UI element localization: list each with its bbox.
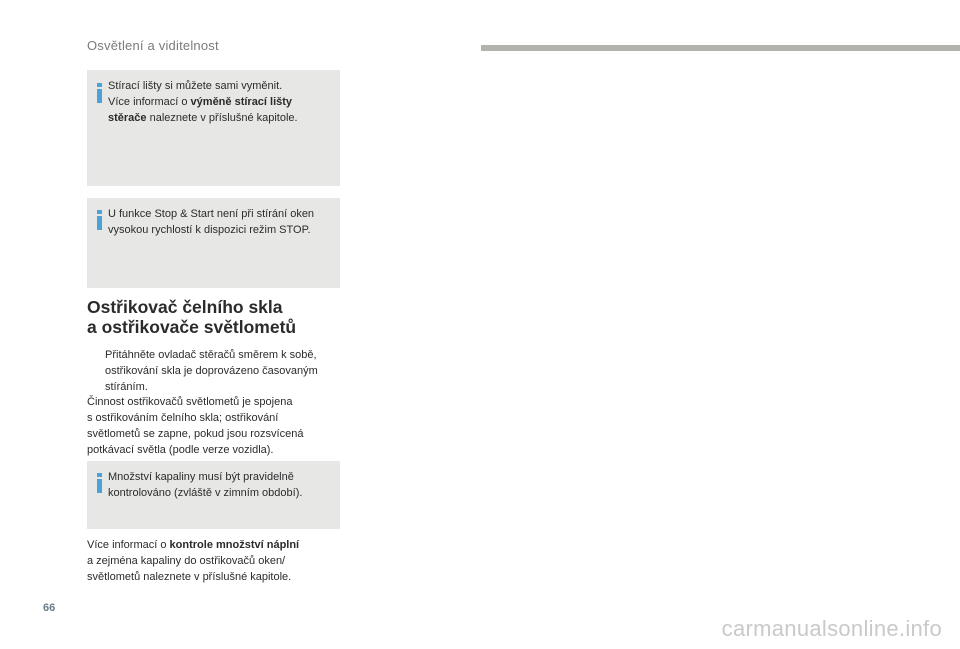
- info-icon: [97, 83, 102, 103]
- link-fluid-check: kontrole množství náplní: [169, 539, 300, 551]
- info-note-fluid-level: [87, 461, 340, 529]
- info-note-text: Stírací lišty si můžete sami vyměnit. Více informací o výměně stírací lišty stěrače naleznete v příslušné kapitole.: [108, 80, 298, 124]
- info-icon: [97, 473, 102, 493]
- page-number: 66: [43, 602, 56, 614]
- section-heading: Ostřikovač čelního skla a ostřikovače světlometů: [87, 297, 297, 337]
- watermark: carmanualsonline.info: [721, 616, 942, 641]
- fluid-check-paragraph: Více informací o kontrole množství náplní a zejména kapaliny do ostřikovačů oken/ světlometů naleznete v příslušné kapitole.: [87, 539, 300, 583]
- header-rule: [481, 45, 960, 51]
- info-note-stop-start: [87, 198, 340, 288]
- section-header: Osvětlení a viditelnost: [87, 38, 219, 53]
- info-note-wiper-blades: [87, 70, 340, 186]
- link-wiper-replacement: výměně stírací lišty: [190, 96, 293, 108]
- headlamp-washer-paragraph: Činnost ostřikovačů světlometů je spojena s ostřikováním čelního skla; ostřikování světlometů se zapne, pokud jsou rozsvícená potkávací světla (podle verze vozidla).: [87, 396, 304, 456]
- info-note-text: U funkce Stop & Start není při stírání oken vysokou rychlostí k dispozici režim STOP.: [108, 208, 315, 236]
- info-icon: [97, 210, 102, 230]
- info-note-text: Množství kapaliny musí být pravidelně kontrolováno (zvláště v zimním období).: [108, 471, 303, 499]
